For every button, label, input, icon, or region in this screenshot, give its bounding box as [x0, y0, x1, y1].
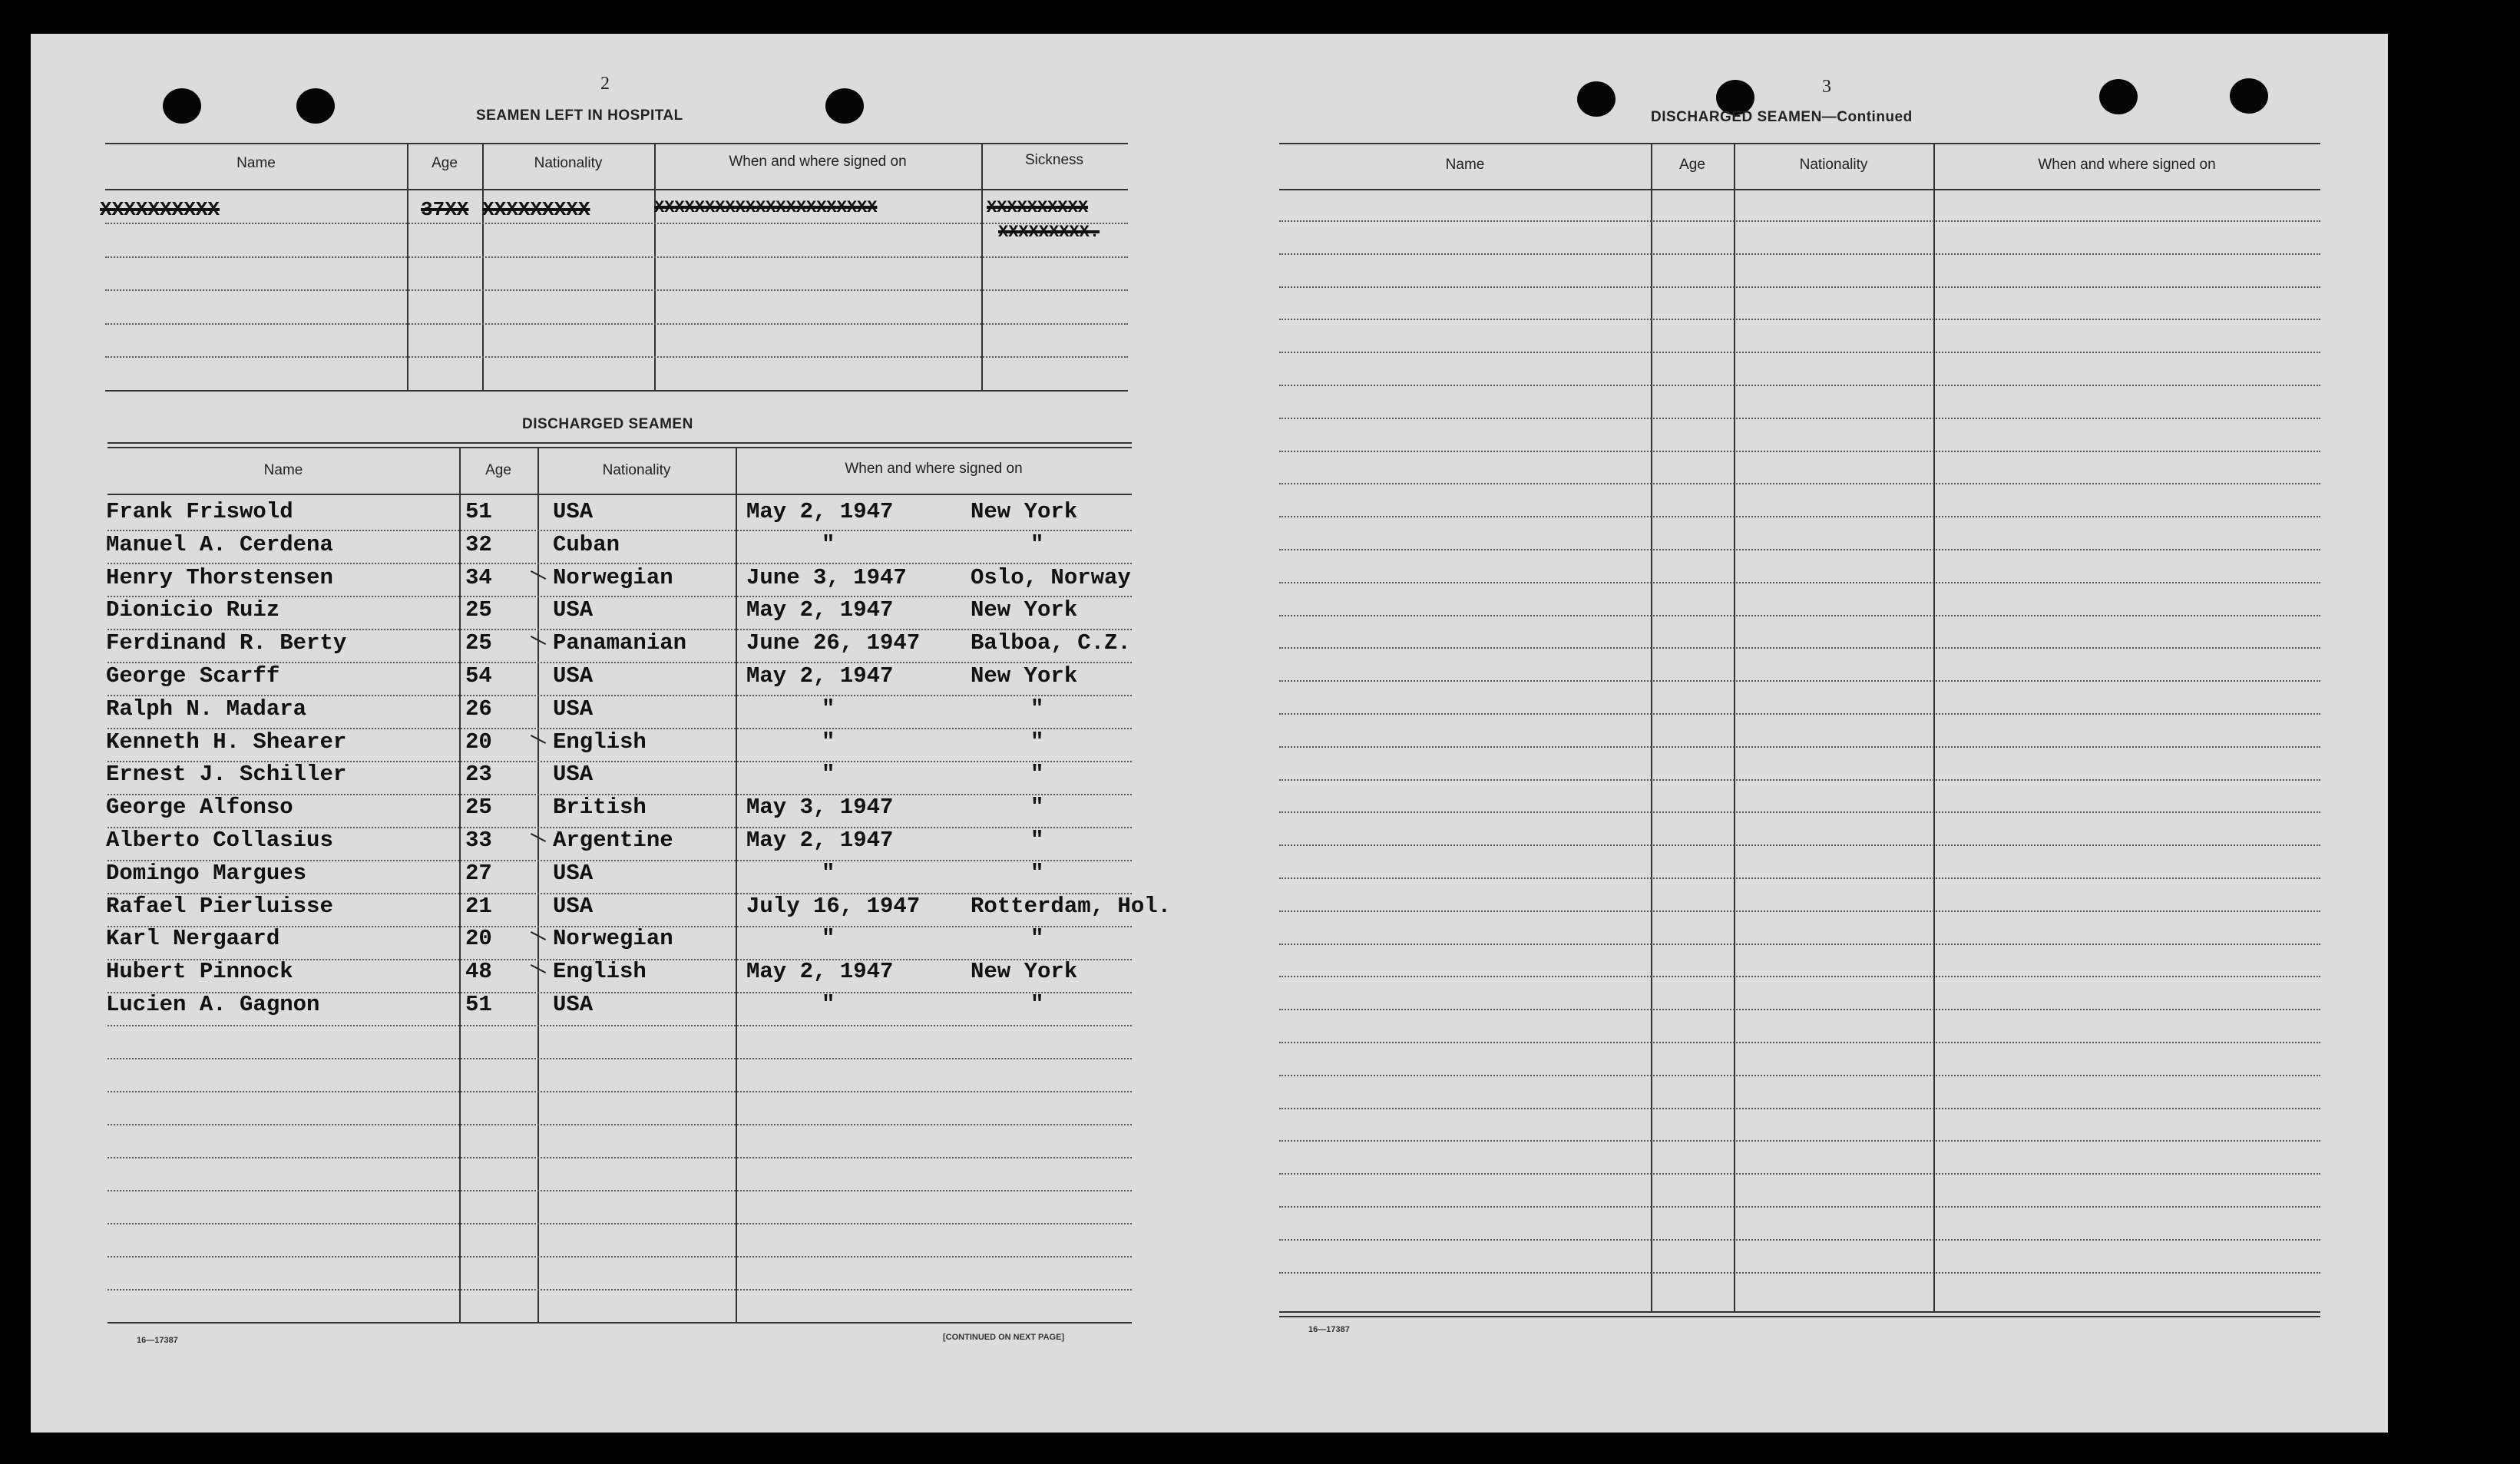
hospital-section-title: SEAMEN LEFT IN HOSPITAL	[476, 107, 683, 124]
ruled-line	[107, 1025, 1132, 1026]
signed-place: "	[1030, 992, 1044, 1017]
seaman-age: 25	[465, 795, 492, 821]
right-col-age: Age	[1679, 157, 1705, 173]
column-divider	[981, 143, 983, 392]
ruled-line	[1279, 220, 2320, 222]
signed-place: "	[1030, 729, 1044, 755]
table-rule	[107, 447, 1132, 448]
seaman-name: Alberto Collasius	[106, 828, 333, 853]
signed-date: "	[822, 762, 835, 788]
table-rule	[107, 442, 1132, 444]
seaman-name: George Alfonso	[106, 795, 293, 821]
ruled-line	[1279, 516, 2320, 517]
seaman-name: Dionicio Ruiz	[106, 597, 280, 623]
page-number-right: 3	[1822, 77, 1831, 97]
form-number-right: 16—17387	[1308, 1325, 1350, 1334]
discharged-col-name: Name	[263, 462, 303, 478]
ruled-line	[1279, 352, 2320, 353]
signed-place: "	[1030, 531, 1044, 557]
ruled-line	[107, 1157, 1132, 1158]
hospital-col-signed: When and where signed on	[729, 154, 907, 170]
seaman-age: 26	[465, 696, 492, 722]
table-rule	[105, 189, 1128, 190]
ruled-line	[1279, 1206, 2320, 1208]
signed-date: "	[822, 860, 835, 886]
column-divider	[654, 143, 656, 392]
seaman-name: Rafael Pierluisse	[106, 893, 333, 919]
discharged-section-title: DISCHARGED SEAMEN	[522, 416, 693, 432]
ruled-line	[1279, 483, 2320, 484]
seaman-nationality: USA	[553, 597, 594, 623]
ruled-line	[1279, 877, 2320, 879]
struck-sickness-1: XXXXXXXXXX	[987, 198, 1089, 217]
table-rule	[105, 390, 1128, 392]
seaman-name: George Scarff	[106, 663, 280, 689]
punch-hole	[296, 88, 335, 124]
ruled-line	[107, 1091, 1132, 1092]
ruled-line	[1279, 615, 2320, 616]
seaman-age: 51	[465, 992, 492, 1017]
ruled-line	[107, 530, 1132, 531]
signed-place: "	[1030, 860, 1044, 886]
ruled-line	[105, 223, 1128, 224]
discharged-col-signed: When and where signed on	[845, 461, 1023, 477]
signed-date: June 26, 1947	[746, 630, 921, 656]
ruled-line	[1279, 286, 2320, 288]
ruled-line	[105, 289, 1128, 291]
ruled-line	[1279, 582, 2320, 583]
ruled-line	[107, 1256, 1132, 1257]
struck-signed: XXXXXXXXXXXXXXXXXXXXXX	[654, 198, 878, 217]
signed-place: New York	[971, 959, 1078, 985]
ruled-line	[1279, 1140, 2320, 1142]
seaman-name: Ferdinand R. Berty	[106, 630, 347, 656]
seaman-nationality: Norwegian	[553, 926, 673, 952]
seaman-name: Manuel A. Cerdena	[106, 531, 333, 557]
table-rule	[1279, 189, 2320, 190]
seaman-name: Domingo Margues	[106, 860, 307, 886]
ruled-line	[105, 356, 1128, 358]
punch-hole	[2230, 78, 2268, 114]
signed-place: New York	[971, 663, 1078, 689]
seaman-age: 20	[465, 729, 492, 755]
seaman-nationality: USA	[553, 762, 594, 788]
table-rule	[1279, 1316, 2320, 1317]
signed-place: "	[1030, 762, 1044, 788]
ruled-line	[1279, 647, 2320, 649]
page-number-left: 2	[600, 74, 610, 94]
seaman-name: Lucien A. Gagnon	[106, 992, 320, 1017]
signed-date: May 2, 1947	[746, 959, 894, 985]
signed-date: "	[822, 992, 835, 1017]
ruled-line	[1279, 1009, 2320, 1010]
seaman-nationality: English	[553, 959, 647, 985]
seaman-nationality: British	[553, 795, 647, 821]
punch-hole	[2099, 79, 2138, 114]
seaman-age: 25	[465, 630, 492, 656]
seaman-nationality: USA	[553, 663, 594, 689]
seaman-name: Hubert Pinnock	[106, 959, 293, 985]
table-rule	[107, 1322, 1132, 1324]
seaman-name: Ernest J. Schiller	[106, 762, 347, 788]
ruled-line	[1279, 549, 2320, 550]
seaman-name: Frank Friswold	[106, 499, 293, 524]
form-number-left: 16—17387	[137, 1336, 178, 1345]
ruled-line	[1279, 451, 2320, 452]
seaman-nationality: USA	[553, 893, 594, 919]
ruled-line	[107, 1124, 1132, 1125]
seaman-name: Karl Nergaard	[106, 926, 280, 952]
ruled-line	[105, 323, 1128, 325]
signed-date: "	[822, 729, 835, 755]
seaman-age: 34	[465, 564, 492, 590]
ruled-line	[1279, 1272, 2320, 1274]
signed-place: "	[1030, 696, 1044, 722]
ruled-line	[1279, 811, 2320, 813]
signed-date: May 2, 1947	[746, 499, 894, 524]
signed-date: "	[822, 926, 835, 952]
ruled-line	[107, 1058, 1132, 1059]
ruled-line	[1279, 1173, 2320, 1175]
right-col-nationality: Nationality	[1799, 157, 1868, 173]
seaman-nationality: Argentine	[553, 828, 673, 853]
seaman-nationality: USA	[553, 696, 594, 722]
ruled-line	[107, 1190, 1132, 1191]
table-rule	[1279, 1311, 2320, 1313]
signed-place: "	[1030, 828, 1044, 853]
ruled-line	[1279, 385, 2320, 386]
signed-place: Balboa, C.Z.	[971, 630, 1131, 656]
struck-name: XXXXXXXXXX	[100, 198, 220, 221]
struck-age: 37XX	[421, 198, 469, 221]
seaman-age: 21	[465, 893, 492, 919]
signed-place: New York	[971, 499, 1078, 524]
signed-place: "	[1030, 795, 1044, 821]
ruled-line	[1279, 910, 2320, 912]
seaman-nationality: Cuban	[553, 531, 620, 557]
seaman-nationality: English	[553, 729, 647, 755]
right-section-title: DISCHARGED SEAMEN—Continued	[1651, 109, 1913, 125]
continued-note: [CONTINUED ON NEXT PAGE]	[943, 1333, 1065, 1342]
hospital-col-age: Age	[432, 155, 458, 171]
ruled-line	[1279, 713, 2320, 715]
hospital-col-nationality: Nationality	[534, 155, 603, 171]
seaman-nationality: USA	[553, 860, 594, 886]
ruled-line	[1279, 1108, 2320, 1109]
signed-date: July 16, 1947	[746, 893, 921, 919]
ruled-line	[105, 256, 1128, 258]
seaman-nationality: Norwegian	[553, 564, 673, 590]
ruled-line	[1279, 1239, 2320, 1241]
signed-date: June 3, 1947	[746, 564, 907, 590]
table-rule	[105, 143, 1128, 144]
seaman-name: Ralph N. Madara	[106, 696, 307, 722]
seaman-nationality: USA	[553, 992, 594, 1017]
seaman-nationality: USA	[553, 499, 594, 524]
right-col-name: Name	[1445, 157, 1485, 173]
ruled-line	[1279, 319, 2320, 320]
ruled-line	[1279, 1042, 2320, 1043]
punch-hole	[163, 88, 201, 124]
right-col-signed: When and where signed on	[2038, 157, 2216, 173]
seaman-age: 51	[465, 499, 492, 524]
signed-date: May 2, 1947	[746, 663, 894, 689]
struck-nationality: XXXXXXXXX	[482, 198, 590, 221]
ruled-line	[107, 1289, 1132, 1291]
seaman-age: 48	[465, 959, 492, 985]
seaman-age: 25	[465, 597, 492, 623]
signed-place: Rotterdam, Hol.	[971, 893, 1172, 919]
ruled-line	[1279, 746, 2320, 748]
seaman-age: 32	[465, 531, 492, 557]
struck-sickness-2: XXXXXXXXX.	[998, 223, 1100, 242]
discharged-col-age: Age	[485, 462, 511, 478]
ruled-line	[1279, 976, 2320, 977]
signed-date: "	[822, 696, 835, 722]
ruled-line	[107, 1223, 1132, 1224]
table-rule	[107, 494, 1132, 495]
ruled-line	[1279, 418, 2320, 419]
table-rule	[1279, 143, 2320, 144]
signed-date: "	[822, 531, 835, 557]
seaman-age: 33	[465, 828, 492, 853]
signed-date: May 3, 1947	[746, 795, 894, 821]
punch-hole	[1577, 81, 1616, 117]
seaman-name: Kenneth H. Shearer	[106, 729, 347, 755]
seaman-age: 27	[465, 860, 492, 886]
seaman-age: 20	[465, 926, 492, 952]
signed-date: May 2, 1947	[746, 597, 894, 623]
signed-date: May 2, 1947	[746, 828, 894, 853]
ruled-line	[1279, 1075, 2320, 1076]
ruled-line	[1279, 779, 2320, 781]
ruled-line	[1279, 944, 2320, 945]
ruled-line	[1279, 680, 2320, 682]
seaman-age: 54	[465, 663, 492, 689]
seaman-nationality: Panamanian	[553, 630, 687, 656]
column-divider	[407, 143, 408, 392]
punch-hole	[825, 88, 864, 124]
signed-place: "	[1030, 926, 1044, 952]
ruled-line	[1279, 844, 2320, 846]
column-divider	[482, 143, 484, 392]
seaman-name: Henry Thorstensen	[106, 564, 333, 590]
signed-place: New York	[971, 597, 1078, 623]
ruled-line	[1279, 253, 2320, 255]
signed-place: Oslo, Norway	[971, 564, 1131, 590]
hospital-col-name: Name	[236, 155, 276, 171]
discharged-col-nationality: Nationality	[602, 462, 671, 478]
seaman-age: 23	[465, 762, 492, 788]
hospital-col-sickness: Sickness	[1024, 152, 1084, 168]
